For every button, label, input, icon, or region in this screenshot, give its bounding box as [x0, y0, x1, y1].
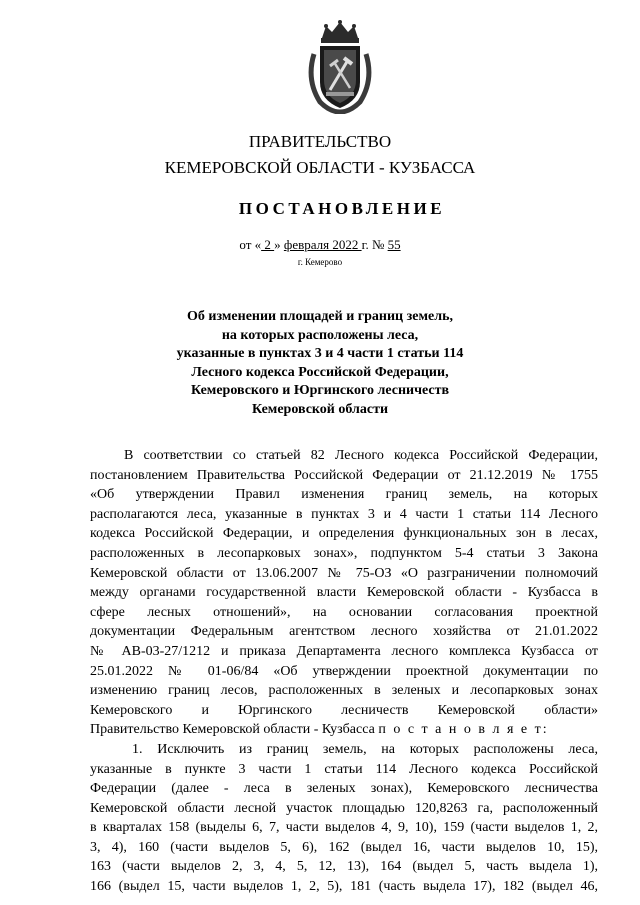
body-line: располагаются леса, указанные в пунктах 3 и 4 части 1 статьи 114 Лесного [90, 506, 598, 522]
body-line: 1. Исключить из границ земель, на которых расположены леса, [132, 741, 598, 757]
body-line: указанные в пункте 3 части 1 статьи 114 Лесного кодекса Российской [90, 761, 598, 777]
document-body [90, 446, 598, 897]
body-line: Федерации (далее - леса в зеленых зонах), Кемеровского лесничества [90, 781, 598, 797]
body-line: 25.01.2022 № 01-06/84 «Об утверждении проектной документации по [90, 663, 598, 679]
body-line: сфере лесных отношений», на основании согласования проектной [90, 604, 598, 620]
body-line: постановлением Правительства Российской Федерации от 21.12.2019 № 1755 [90, 467, 598, 483]
dateline-year-suffix: г. № [361, 237, 388, 252]
resolution-subject: Правительство Кемеровской области - Кузбасса [90, 722, 379, 738]
body-line: Кемеровской области от 13.06.2007 № 75-ОЗ «О разграничении полномочий [90, 565, 598, 581]
dateline-month-year: февраля 2022 [283, 237, 362, 252]
body-line: документации Федеральным агентством лесного хозяйства от 21.01.2022 [90, 624, 598, 640]
document-type-heading: ПОСТАНОВЛЕНИЕ [238, 199, 446, 218]
body-line: кодекса Российской Федерации, и определения функциональных зон в лесах, [90, 526, 598, 542]
title-line: Кемеровского и Юргинского лесничеств [190, 383, 450, 398]
document-dateline [0, 237, 640, 253]
body-line: В соответствии со статьей 82 Лесного кодекса Российской Федерации, [124, 448, 598, 463]
dateline-prefix: от « [239, 237, 262, 252]
body-line: 166 (выдел 15, части выделов 1, 2, 5), 181 (часть выдела 17), 182 (выдел 46, [90, 879, 598, 895]
title-line: указанные в пунктах 3 и 4 части 1 статьи 114 [176, 346, 464, 361]
resolves-word: п о с т а н о в л я е т: [378, 722, 549, 738]
government-name-line-2: КЕМЕРОВСКОЙ ОБЛАСТИ - КУЗБАССА [164, 158, 476, 177]
dateline-day: 2 [261, 237, 275, 252]
government-name-line-1: ПРАВИТЕЛЬСТВО [248, 132, 392, 151]
body-line: 3, 4), 160 (части выделов 5, 6), 162 (выдел 16, части выделов 10, 15), [90, 839, 598, 855]
body-line: Кемеровской области лесной участок площадью 120,8263 га, расположенный [90, 800, 598, 816]
document-title [100, 308, 540, 419]
title-line: Лесного кодекса Российской Федерации, [191, 364, 449, 380]
body-line: в кварталах 158 (выделы 6, 7, части выделов 4, 9, 10), 159 (части выделов 1, 2, [90, 820, 598, 836]
title-line: Об изменении площадей и границ земель, [187, 309, 453, 324]
body-line: № АВ-03-27/1212 и приказа Департамента лесного комплекса Кузбасса от [90, 643, 598, 659]
body-line: «Об утверждении Правил изменения границ земель, на которых [90, 487, 598, 503]
title-line: Кемеровской области [251, 401, 389, 417]
kemerovo-coat-of-arms-icon [300, 20, 380, 114]
document-city: г. Кемерово [297, 257, 343, 267]
body-line: расположенных в лесопарковых зонах», подпунктом 5-4 статьи 3 Закона [90, 545, 598, 561]
body-line: изменению границ лесов, расположенных в зеленых и лесопарковых зонах [90, 683, 598, 699]
dateline-close-quote: » [274, 237, 284, 252]
title-line: на которых расположены леса, [221, 327, 419, 343]
body-line-resolution [90, 720, 598, 740]
dateline-number: 55 [387, 237, 401, 252]
body-line: 163 (части выделов 2, 3, 4, 5, 12, 13), 164 (выдел 5, часть выдела 1), [90, 859, 598, 875]
body-line: Кемеровского и Юргинского лесничеств Кемеровской области» [90, 702, 598, 718]
body-line: между органами государственной власти Кемеровской области - Кузбасса в [90, 585, 598, 601]
